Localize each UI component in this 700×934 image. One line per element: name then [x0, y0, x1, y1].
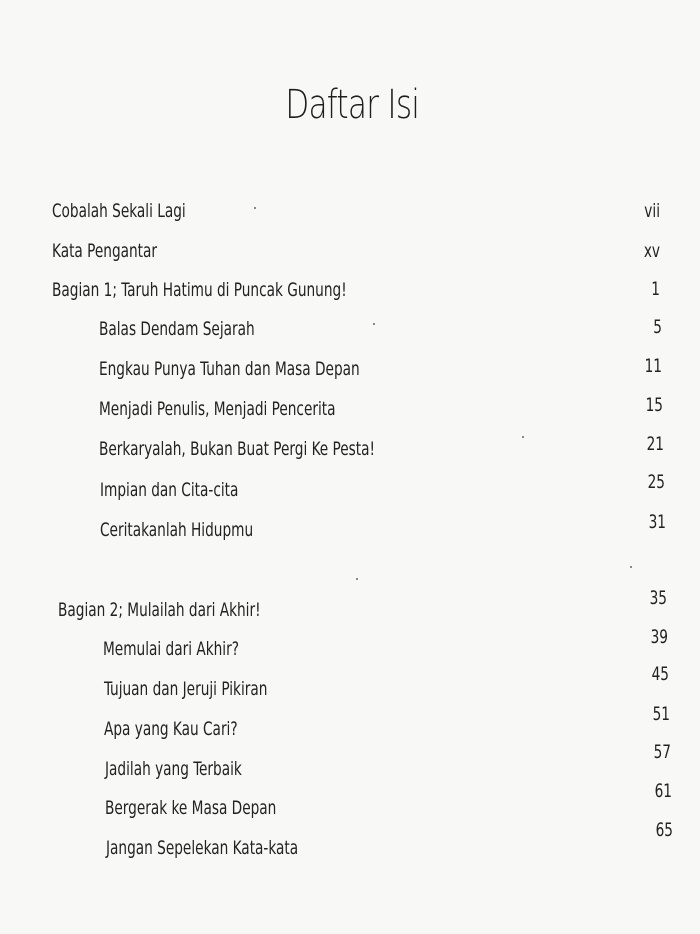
toc-entry-page: 39 [650, 626, 668, 648]
toc-entry-label: Impian dan Cita-cita [100, 479, 239, 501]
toc-entry-label: Jadilah yang Terbaik [105, 758, 242, 780]
scan-speck [630, 566, 632, 568]
toc-entry-label: Bagian 1; Taruh Hatimu di Puncak Gunung! [52, 279, 347, 301]
toc-entry-label: Berkaryalah, Bukan Buat Pergi Ke Pesta! [99, 438, 376, 460]
toc-entry-label: Bergerak ke Masa Depan [105, 797, 277, 819]
toc-entry-page: 61 [654, 780, 672, 802]
toc-entry-page: 35 [649, 587, 667, 609]
toc-entry-page: 15 [645, 394, 663, 416]
toc-entry-page: 45 [651, 663, 669, 685]
toc-entry-page: 57 [653, 741, 671, 763]
toc-entry-page: vii [644, 200, 660, 222]
toc-entry-label: Jangan Sepelekan Kata-kata [106, 837, 299, 859]
scan-speck [373, 323, 375, 325]
page-title: Daftar Isi [285, 82, 420, 128]
toc-entry-page: 31 [648, 511, 666, 533]
toc-entry-label: Kata Pengantar [52, 240, 158, 262]
toc-entry-page: 21 [646, 433, 664, 455]
scan-speck [522, 436, 524, 438]
toc-entry-page: 11 [644, 355, 662, 377]
toc-entry-page: 5 [653, 316, 662, 338]
toc-entry-label: Tujuan dan Jeruji Pikiran [104, 678, 268, 700]
toc-entry-label: Menjadi Penulis, Menjadi Pencerita [99, 398, 336, 420]
toc-entry-page: 65 [655, 819, 673, 841]
toc-entry-label: Cobalah Sekali Lagi [52, 200, 186, 222]
toc-entry-page: xv [643, 240, 660, 262]
toc-entry-label: Memulai dari Akhir? [103, 638, 239, 660]
toc-entry-label: Engkau Punya Tuhan dan Masa Depan [99, 358, 360, 380]
toc-entry-label: Bagian 2; Mulailah dari Akhir! [58, 599, 261, 621]
scan-speck [254, 207, 256, 209]
scan-speck [356, 578, 358, 580]
toc-entry-label: Apa yang Kau Cari? [104, 718, 238, 740]
toc-entry-label: Balas Dendam Sejarah [99, 318, 255, 340]
toc-entry-page: 51 [652, 703, 670, 725]
toc-entry-page: 1 [651, 278, 660, 300]
toc-entry-label: Ceritakanlah Hidupmu [100, 519, 254, 541]
toc-entry-page: 25 [647, 471, 665, 493]
